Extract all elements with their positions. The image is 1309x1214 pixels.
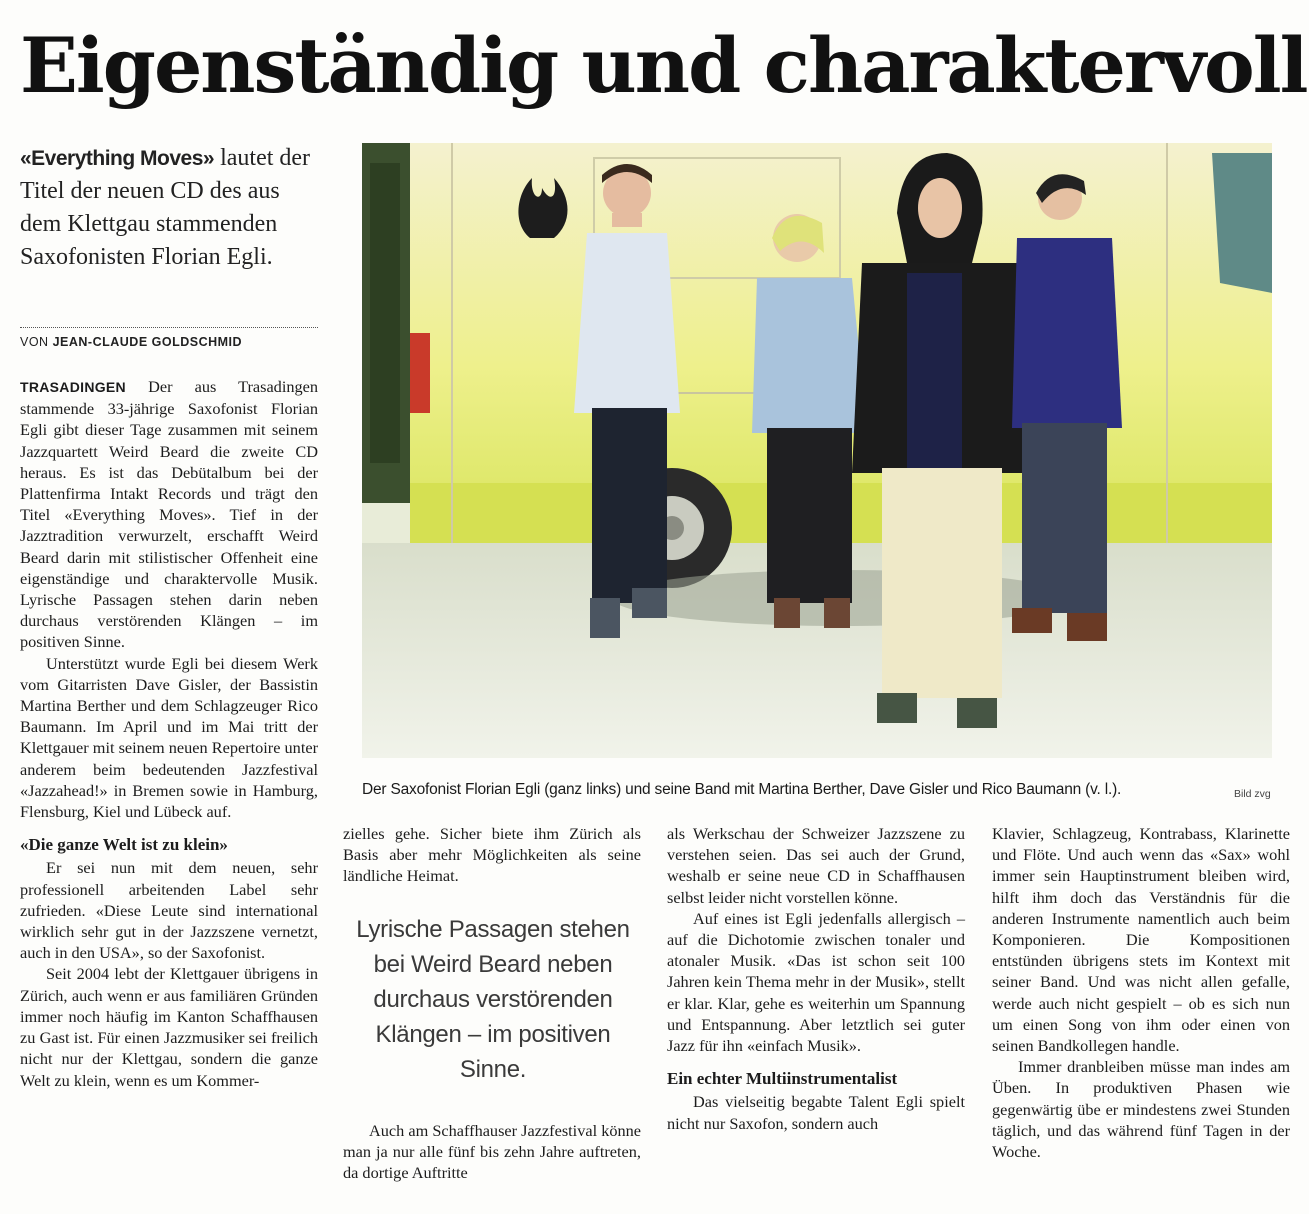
lead-paragraph	[20, 142, 320, 274]
byline-author: JEAN-CLAUDE GOLDSCHMID	[52, 335, 243, 349]
byline-divider	[20, 327, 318, 328]
article-column-4	[992, 823, 1290, 1162]
paragraph: Immer dranbleiben müsse man indes am Üben. In produktiven Phasen wie gegenwärtig übe er mindestens zwei Stunden täglich, und das während fünf Tagen in der Woche.	[992, 1057, 1290, 1162]
subheading: Ein echter Multiinstrumentalist	[667, 1069, 898, 1089]
paragraph: Das vielseitig begabte Talent Egli spielt nicht nur Saxofon, sondern auch	[667, 1092, 965, 1133]
band-photo	[362, 143, 1272, 758]
dateline: TRASADINGEN	[20, 379, 126, 395]
article-column-2-lower	[343, 1120, 641, 1184]
paragraph: Unterstützt wurde Egli bei diesem Werk vom Gitarristen Dave Gisler, der Bassistin Martina Berther und dem Schlagzeuger Rico Baumann. Im April und im Mai tritt der Klettgauer mit seinem neuen Repertoire unter anderem beim bedeutenden Jazzfestival «Jazzahead!» in Bremen sowie in Hamburg, Flensburg, Kiel und Lübeck auf.	[20, 653, 318, 822]
byline-prefix: VON	[20, 335, 53, 349]
article-column-1	[20, 376, 318, 1091]
article-column-2	[343, 823, 641, 887]
paragraph	[20, 376, 318, 653]
lead-text: lautet der Titel der neuen CD des aus dem Klettgau stammenden Saxofonisten Florian Egli.	[20, 145, 311, 270]
headline: Eigenständig und charaktervoll	[20, 21, 1307, 110]
pull-quote: Lyrische Passagen stehen bei Weird Beard neben durchaus verstörenden Klängen – im positiven Sinne.	[356, 916, 630, 1083]
paragraph: zielles gehe. Sicher biete ihm Zürich als Basis aber mehr Möglichkeiten als seine ländliche Heimat.	[343, 824, 641, 886]
paragraph-text: Der aus Trasadingen stammende 33-jährige Saxofonist Florian Egli gibt dieser Tage zusammen mit seinem Jazzquartett Weird Beard die zweite CD heraus. Es ist das Debütalbum bei der Plattenfirma Intakt Records und trägt den Titel «Everything Moves». Tief in der Jazztradition verwurzelt, erschafft Weird Beard darin mit stilistischer Offenheit eine eigenständige und charaktervolle Musik. Lyrische Passagen stehen darin neben durchaus verstörenden Klängen – im positiven Sinne.	[20, 377, 318, 652]
paragraph: Auch am Schaffhauser Jazzfestival könne man ja nur alle fünf bis zehn Jahre auftreten, da dortige Auftritte	[343, 1121, 641, 1183]
photo-caption: Der Saxofonist Florian Egli (ganz links) und seine Band mit Martina Berther, Dave Gisler und Rico Baumann (v. l.).	[362, 781, 1122, 798]
paragraph: als Werkschau der Schweizer Jazzszene zu verstehen seien. Das sei auch der Grund, weshalb er seine neue CD in Schaffhausen selbst leider nicht vorstellen könne.	[667, 824, 965, 907]
person-4	[1012, 174, 1122, 641]
paragraph: Klavier, Schlagzeug, Kontrabass, Klarinette und Flöte. Und auch wenn das «Sax» wohl immer sein Hauptinstrument bleiben wird, hilft ihm doch das Verständnis für die anderen Instrumente namentlich auch beim Komponieren. Die Kompositionen entstünden übrigens stets im Kontext mit seiner Band. Und was nicht allen gefalle, werde auch nicht gespielt – ob es sich nun um einen Song von ihm oder einen von seinen Bandkollegen handle.	[992, 824, 1290, 1056]
lead-title: «Everything Moves»	[20, 147, 215, 170]
photo-credit: Bild zvg	[1234, 788, 1271, 800]
paragraph: Er sei nun mit dem neuen, sehr professionell arbeitenden Label sehr zufrieden. «Diese Leute sind international wirklich sehr gut in der Jazzszene vernetzt, auch in den USA», so der Saxofonist.	[20, 858, 318, 963]
paragraph: Seit 2004 lebt der Klettgauer übrigens in Zürich, auch wenn er aus familiären Gründen immer noch häufig im Kanton Schaffhausen zu Gast ist. Für einen Jazzmusiker sei freilich nicht nur der Klettgau, sondern die ganze Welt zu klein, wenn es um Kommer-	[20, 964, 318, 1090]
paragraph: Auf eines ist Egli jedenfalls allergisch – auf die Dichotomie zwischen tonaler und atonaler Musik. «Das ist schon seit 100 Jahren kein Thema mehr in der Musik», stellt er klar. Klar, gehe es weiterhin um Spannung und Entspannung. Aber letztlich sei guter Jazz für ihn «einfach Musik».	[667, 908, 965, 1056]
subheading: «Die ganze Welt ist zu klein»	[20, 835, 228, 855]
band-photo-illustration	[362, 143, 1272, 758]
article-column-3	[667, 823, 965, 1134]
byline	[20, 335, 242, 349]
